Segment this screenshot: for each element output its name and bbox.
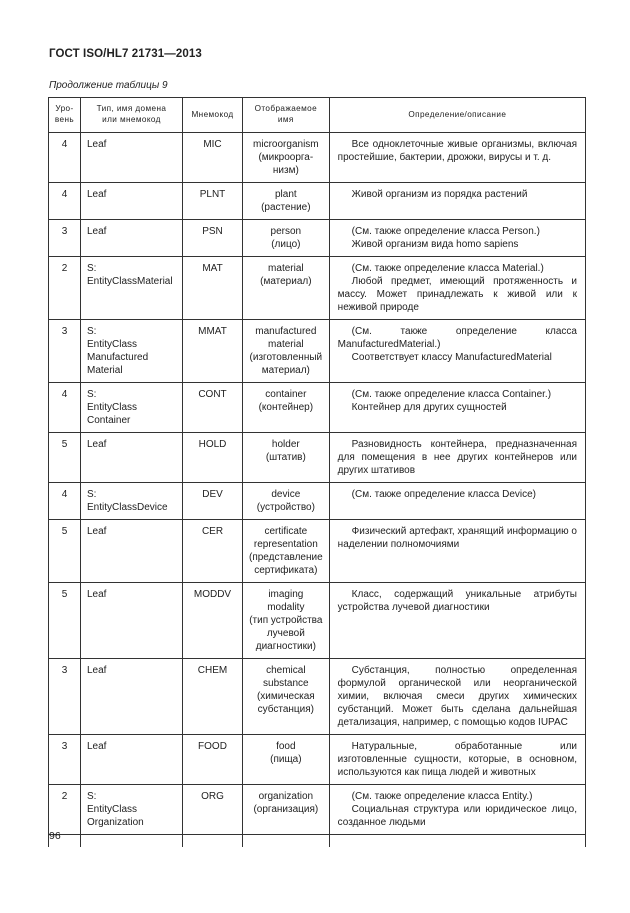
cell-code: ORG — [183, 785, 243, 835]
cell-display-name: organization (организация) — [243, 785, 330, 835]
cell-type: Leaf — [81, 583, 183, 659]
cell-definition — [329, 433, 585, 483]
cell-level: 4 — [49, 183, 81, 220]
cell-type: S: EntityClass Manufactured Material — [81, 320, 183, 383]
table-row — [49, 257, 586, 320]
cell-display-name: food (пища) — [243, 735, 330, 785]
column-header-type: Тип, имя домена или мнемокод — [81, 98, 183, 133]
cell-display-name: material (материал) — [243, 257, 330, 320]
cell-level: 3 — [49, 320, 81, 383]
cell-display-name: plant (растение) — [243, 183, 330, 220]
definition-paragraph: (См. также определение класса Person.) — [351, 226, 540, 237]
cell-definition — [329, 383, 585, 433]
cell-code: CONT — [183, 383, 243, 433]
definition-paragraph: Любой предмет, имеющий протяженность и массу. Может принадлежать к живой или к неживой природе — [337, 276, 577, 313]
table-row — [49, 785, 586, 835]
table-caption: Продолжение таблицы 9 — [49, 80, 168, 91]
cell-code: MODDV — [183, 583, 243, 659]
cell-type: Leaf — [81, 183, 183, 220]
column-header-level: Уро- вень — [49, 98, 81, 133]
definition-paragraph: (См. также определение класса Container.) — [351, 389, 552, 400]
cell-display-name: certificate representation (представление сертификата) — [243, 520, 330, 583]
cell-code: FOOD — [183, 735, 243, 785]
definition-paragraph: Разновидность контейнера, предназначенная для помещения в нее других контейнеров или других штативов — [337, 439, 577, 476]
cell-display-name: container (контейнер) — [243, 383, 330, 433]
cell-type: S: EntityClassMaterial — [81, 257, 183, 320]
table-row — [49, 320, 586, 383]
cell-display-name: chemical substance (химическая субстанция) — [243, 659, 330, 735]
cell-definition — [329, 735, 585, 785]
cell-display-name: person (лицо) — [243, 220, 330, 257]
cell-definition — [329, 257, 585, 320]
cell-definition — [329, 320, 585, 383]
cell-level: 3 — [49, 735, 81, 785]
table-row — [49, 520, 586, 583]
definition-paragraph: (См. также определение класса ManufacturedMaterial.) — [337, 326, 577, 350]
cell-definition — [329, 520, 585, 583]
definition-paragraph: Класс, содержащий уникальные атрибуты устройства лучевой диагностики — [337, 589, 577, 613]
cell-display-name: device (устройство) — [243, 483, 330, 520]
cell-type: Leaf — [81, 220, 183, 257]
cell-code: CHEM — [183, 659, 243, 735]
table-row — [49, 483, 586, 520]
cell-level: 4 — [49, 383, 81, 433]
cell-definition — [329, 220, 585, 257]
cell-definition — [329, 183, 585, 220]
cell-definition — [329, 133, 585, 183]
cell-type: Leaf — [81, 520, 183, 583]
cell-definition — [329, 659, 585, 735]
page-number: 96 — [49, 830, 61, 842]
table-row — [49, 133, 586, 183]
cell-type: Leaf — [81, 133, 183, 183]
cell-definition — [329, 785, 585, 835]
definition-paragraph: Натуральные, обработанные или изготовленные сущности, которые, в основном, используются как пища людей и животных — [337, 741, 577, 778]
cell-display-name: imaging modality (тип устройства лучевой диагностики) — [243, 583, 330, 659]
definition-paragraph: Субстанция, полностью определенная формулой органической или неорганической химии, включая смеси других химических субстанций. Может быть сделана дальнейшая детализация, например, с помощью кодов IUPAC — [337, 665, 577, 728]
cell-code: PLNT — [183, 183, 243, 220]
cell-type: Leaf — [81, 433, 183, 483]
definition-paragraph: Физический артефакт, хранящий информацию о наделении полномочиями — [337, 526, 577, 550]
definition-paragraph: Живой организм из порядка растений — [351, 189, 528, 200]
column-header-definition: Определение/описание — [329, 98, 585, 133]
definition-paragraph: Контейнер для других сущностей — [351, 402, 507, 413]
cell-display-name: holder (штатив) — [243, 433, 330, 483]
definition-paragraph: Живой организм вида homo sapiens — [351, 239, 519, 250]
cell-code: MIC — [183, 133, 243, 183]
document-title: ГОСТ ISO/HL7 21731—2013 — [49, 48, 202, 60]
table-row — [49, 220, 586, 257]
cell-type: S: EntityClass Container — [81, 383, 183, 433]
entity-class-table — [48, 97, 586, 847]
cell-code: DEV — [183, 483, 243, 520]
cell-type: S: EntityClass Organization — [81, 785, 183, 835]
table-row — [49, 383, 586, 433]
cell-code: MAT — [183, 257, 243, 320]
cell-level: 5 — [49, 520, 81, 583]
cell-level: 3 — [49, 659, 81, 735]
column-header-display-name: Отображаемое имя — [243, 98, 330, 133]
cell-code: CER — [183, 520, 243, 583]
cell-type: Leaf — [81, 735, 183, 785]
cell-level: 5 — [49, 583, 81, 659]
cell-display-name: microorganism (микроорга- низм) — [243, 133, 330, 183]
cell-level: 3 — [49, 220, 81, 257]
table-row — [49, 583, 586, 659]
cell-level: 4 — [49, 133, 81, 183]
cell-level: 2 — [49, 785, 81, 835]
table-continuation-row — [49, 835, 586, 848]
cell-level: 2 — [49, 257, 81, 320]
cell-code: HOLD — [183, 433, 243, 483]
cell-level: 4 — [49, 483, 81, 520]
cell-definition — [329, 583, 585, 659]
definition-paragraph: (См. также определение класса Device) — [351, 489, 536, 500]
definition-paragraph: Все одноклеточные живые организмы, включая простейшие, бактерии, дрожжи, вирусы и т. д. — [337, 139, 577, 163]
cell-code: MMAT — [183, 320, 243, 383]
table-row — [49, 659, 586, 735]
table-header-row — [49, 98, 586, 133]
cell-level: 5 — [49, 433, 81, 483]
cell-type: Leaf — [81, 659, 183, 735]
table-row — [49, 433, 586, 483]
column-header-code: Мнемокод — [183, 98, 243, 133]
cell-display-name: manufactured material (изготовленный материал) — [243, 320, 330, 383]
cell-type: S: EntityClassDevice — [81, 483, 183, 520]
cell-definition — [329, 483, 585, 520]
cell-code: PSN — [183, 220, 243, 257]
definition-paragraph: Соответствует классу ManufacturedMaterial — [351, 352, 552, 363]
definition-paragraph: Социальная структура или юридическое лицо, созданное людьми — [337, 804, 577, 828]
table-row — [49, 183, 586, 220]
table-row — [49, 735, 586, 785]
definition-paragraph: (См. также определение класса Entity.) — [351, 791, 533, 802]
definition-paragraph: (См. также определение класса Material.) — [351, 263, 544, 274]
